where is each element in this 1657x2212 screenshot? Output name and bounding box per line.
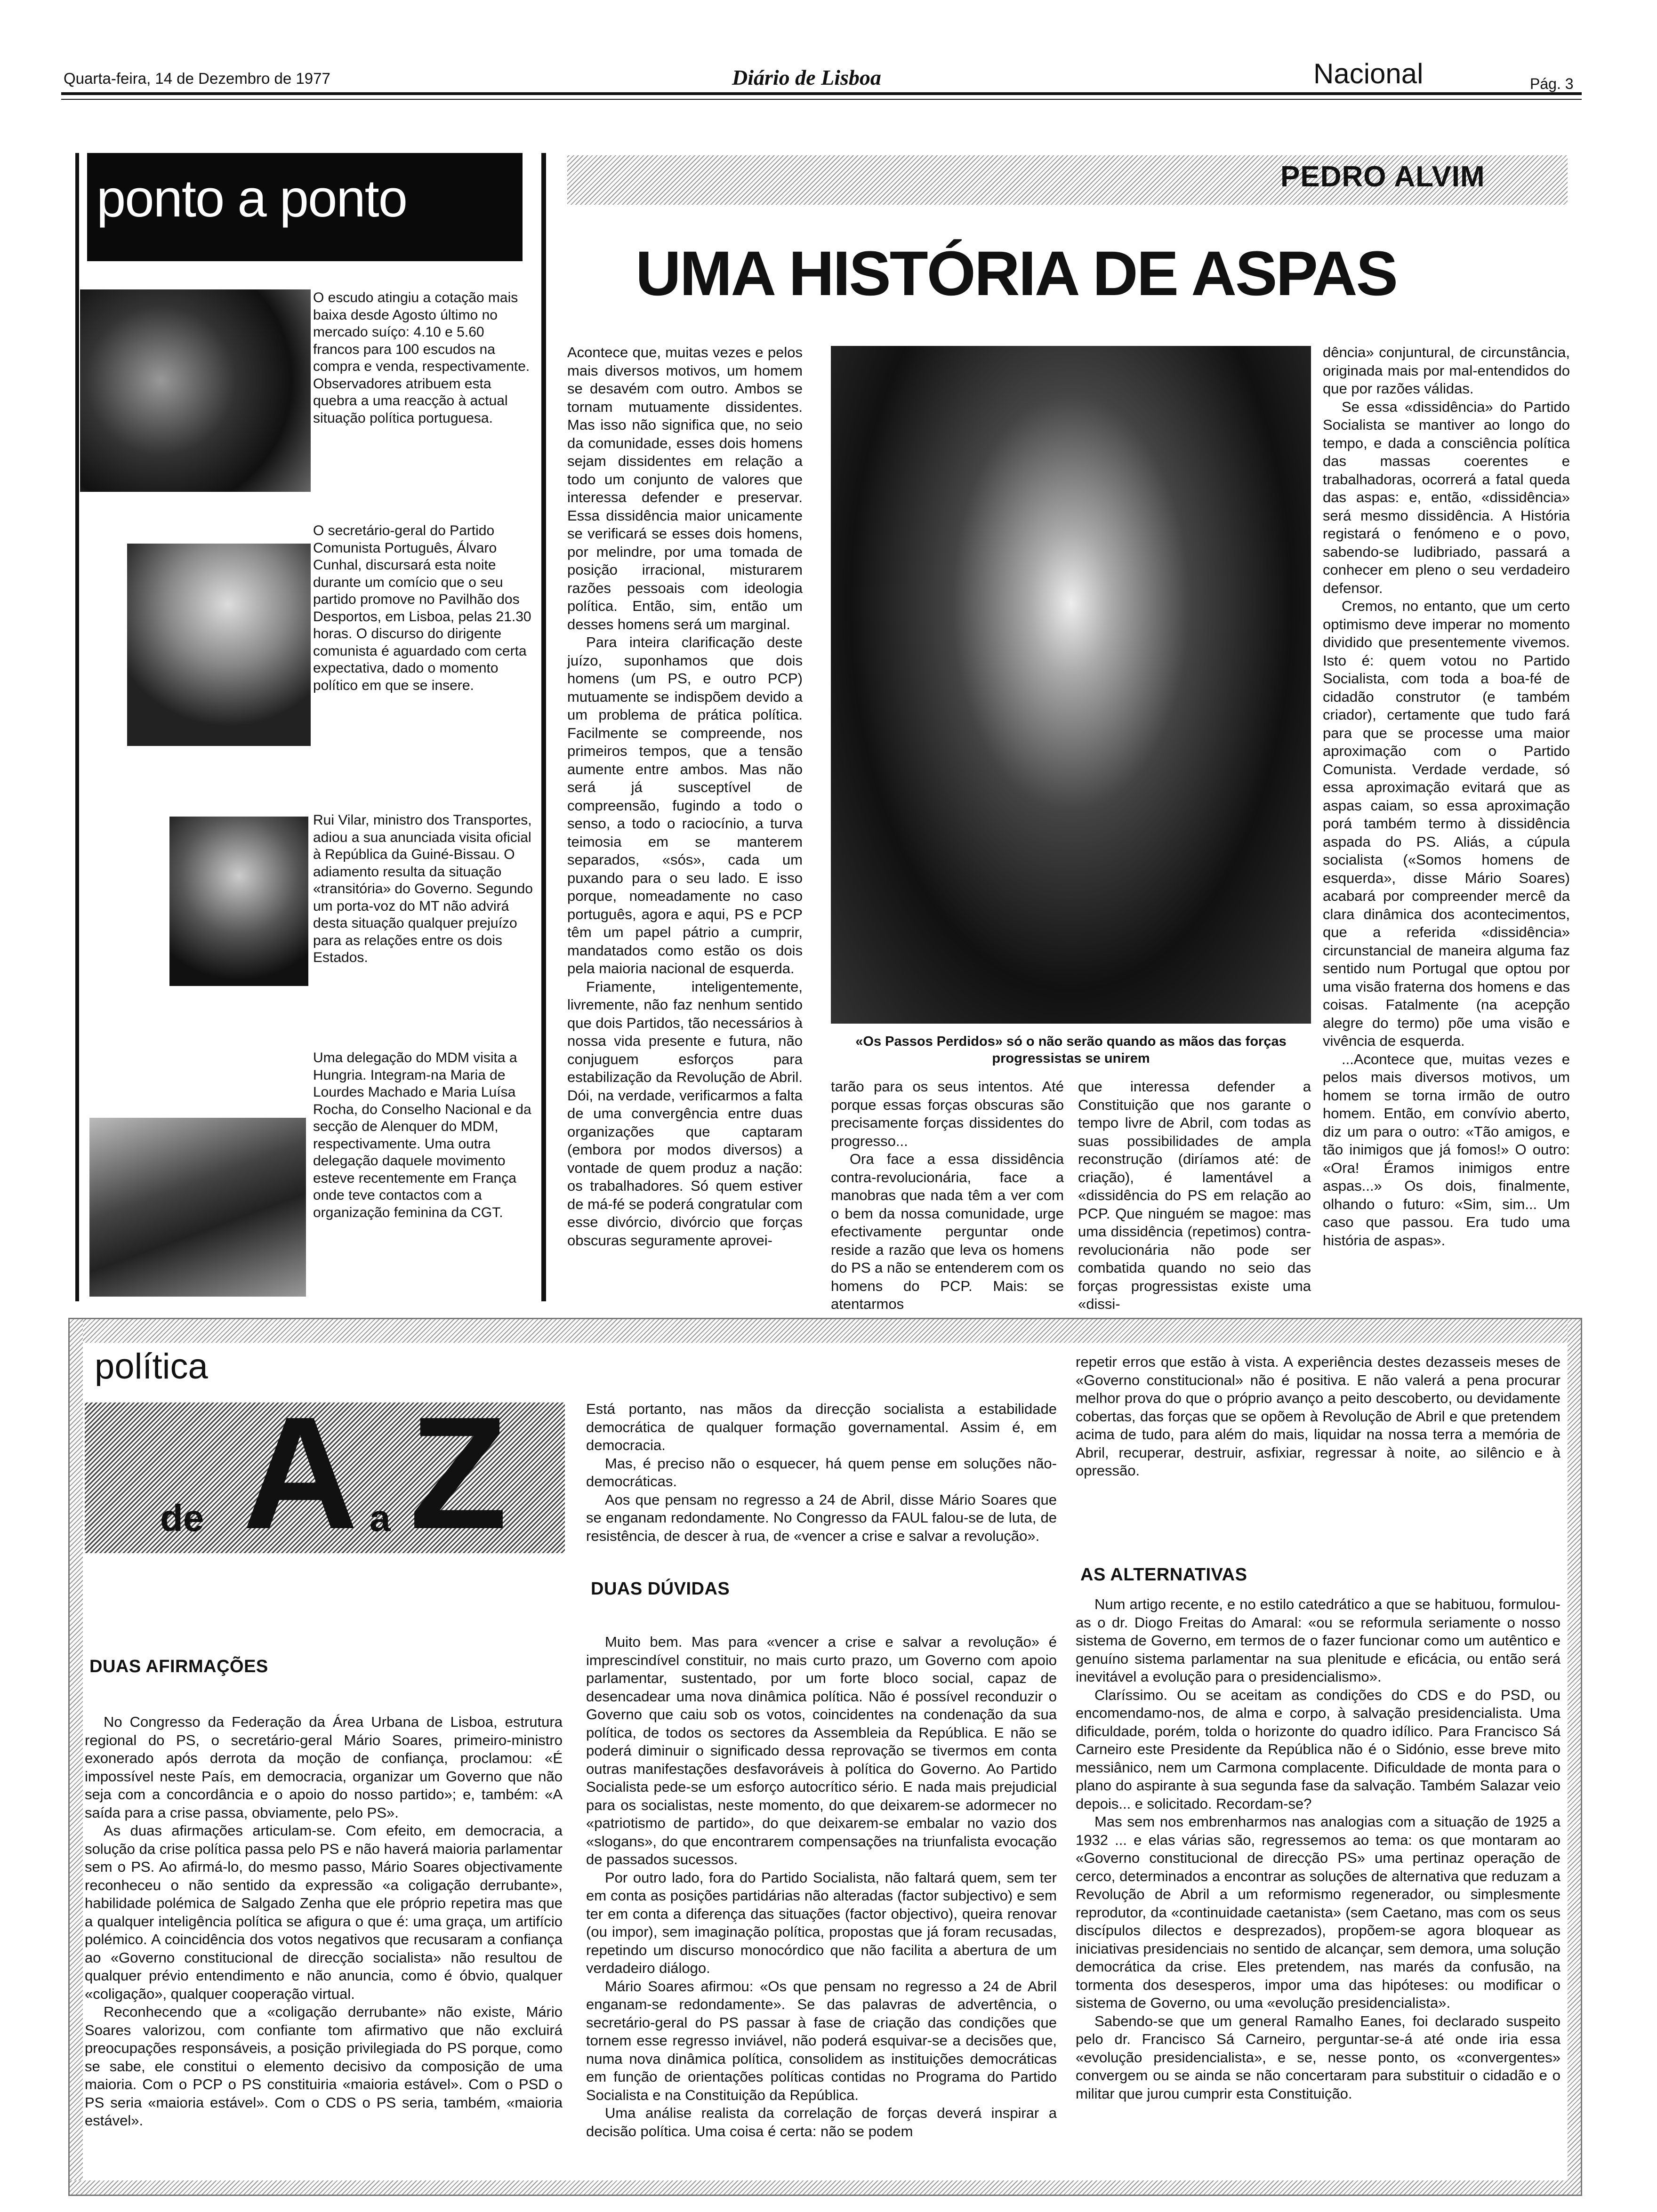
paragraph: ...Acontece que, muitas vezes e pelos mais diversos motivos, um homem se torna irmão de outro homem. Então, em convívio aberto, diz um para o outro: «Tão amigos, e tão inimigos que já fomos!» O outro: «Ora! Éramos inimigos entre aspas...» Os dois, finalmente, olhando o futuro: «Sim, sim... Um caso que passou. Era tudo uma história de aspas». bbox=[1323, 1050, 1570, 1249]
ponto-left-rule bbox=[75, 153, 79, 1301]
politica-col3 bbox=[1076, 1595, 1560, 2103]
paragraph: dência» conjuntural, de circunstância, originada mais por mal-entendidos do que por razões válidas. bbox=[1323, 344, 1570, 397]
politica-col1 bbox=[85, 1713, 563, 2130]
paragraph: Se essa «dissidência» do Partido Socialista se mantiver ao longo do tempo, e dada a consciência política das massas coerentes e trabalhadoras, ocorrerá a fatal queda das aspas: e, então, «dissidência» será mesmo dissidência. A História registará o fenómeno e o povo, sabendo-se ludibriado, passará a conhecer em pleno o seu verdadeiro defensor. bbox=[1323, 398, 1570, 596]
paragraph: Está portanto, nas mãos da direcção socialista a estabilidade democrática de qualquer formação governamental. Assim é, em democracia. bbox=[586, 1401, 1057, 1453]
paragraph: Acontece que, muitas vezes e pelos mais diversos motivos, um homem se desavém com outro. Ambos se tornam mutuamente dissidentes. Mas isso não significa que, no seio da comunidade, esses dois homens sejam dissidentes em relação a todo um conjunto de valores que interessa defender e preservar. Essa dissidência maior unicamente se verificará se esses dois homens, por melindre, por uma tomada de posição irracional, misturarem razões pessoais com ideologia política. Então, sim, então um desses homens será um marginal. bbox=[567, 344, 803, 633]
heading-duas-duvidas: DUAS DÚVIDAS bbox=[591, 1579, 730, 1599]
heading-duas-afirmacoes: DUAS AFIRMAÇÕES bbox=[89, 1657, 268, 1676]
photo-passos-perdidos bbox=[831, 346, 1311, 1024]
page-number: Pág. 3 bbox=[1530, 75, 1574, 92]
paragraph: Ora face a essa dissidência contra-revolucionária, face a manobras que nada têm a ver com o bem da nossa comunidade, urge efectivamente perguntar onde reside a razão que leva os homens do PS a não se entenderem com os homens do PCP. Mais: se atentarmos bbox=[831, 1151, 1064, 1312]
paragraph: As duas afirmações articulam-se. Com efeito, em democracia, a solução da crise política passa pelo PS e não haverá maioria parlamentar sem o PS. Ao afirmá-lo, do mesmo passo, Mário Soares objectivamente reconheceu o não sentido da expressão «a coligação derrubante», habilidade polémica de Salgado Zenha que ele próprio repetira mas que a qualquer inteligência política se afigura o que é: uma graça, um artifício polémico. A coincidência dos votos negativos que recusaram a confiança ao «Governo constitucional de direcção socialista» não resultou de qualquer prévio entendimento e não anuncia, como é óbvio, qualquer «coligação», qualquer cooperação virtual. bbox=[85, 1822, 563, 2002]
photo-caption: «Os Passos Perdidos» só o não serão quando as mãos das forças progressistas se unirem bbox=[855, 1034, 1287, 1066]
masthead-rule bbox=[61, 92, 1582, 95]
paragraph: repetir erros que estão à vista. A experiência destes dezasseis meses de «Governo constitucional» não é positiva. E não valerá a pena procurar melhor prova do que o próprio avanço a peito descoberto, ou devidamente cobertas, das forças que se opõem à Revolução de Abril e que pretendem acima de tudo, para além do mais, liquidar na nossa terra a memória de Abril, recuperar, destruir, asfixiar, regressar à noite, ao silêncio e à opressão. bbox=[1076, 1354, 1560, 1479]
paragraph: Para inteira clarificação deste juízo, suponhamos que dois homens (um PS, e outro PCP) mutuamente se indispõem devido a um problema de prática política. Facilmente se compreende, nos primeiros tempos, que a tensão aumente entre ambos. Mas não será já susceptível de compreensão, fugindo a todo o senso, a todo o raciocínio, a turva teimosia em se manterem separados, «sós», cada um puxando para o seu lado. E isso porque, nomeadamente no caso português, agora e aqui, PS e PCP têm um papel pátrio a cumprir, mandatados como estão os dois pela maioria nacional de esquerda. bbox=[567, 634, 803, 977]
article1-col1 bbox=[567, 344, 803, 1250]
politica-bottom-band bbox=[70, 2180, 1581, 2195]
az-logo-de: de bbox=[160, 1497, 204, 1539]
az-logo-Z: Z bbox=[410, 1384, 507, 1563]
article1-col2 bbox=[831, 1078, 1064, 1314]
paragraph: Reconhecendo que a «coligação derrubante» não existe, Mário Soares valorizou, com confiante tom afirmativo que não excluirá preocupações responsáveis, a posição privilegiada do PS porque, como se sabe, ele constitui o elemento decisivo da composição de uma maioria. Com o PCP o PS constituiria «maioria estável». Com o PSD o PS seria «maioria estável». Com o CDS o PS seria, também, «maioria estável». bbox=[85, 2004, 563, 2129]
photo-coins bbox=[80, 289, 311, 492]
politica-col2-top bbox=[586, 1400, 1057, 1545]
politica-label: política bbox=[92, 1346, 211, 1387]
brief-mdm: Uma delegação do MDM visita a Hungria. Integram-na Maria de Lourdes Machado e Maria Luísa Rocha, do Conselho Nacional e da secção de Alenquer do MDM, respectivamente. Uma outra delegação daquele movimento esteve recentemente em França onde teve contactos com a organização feminina da CGT. bbox=[313, 1050, 531, 1220]
section-label: Nacional bbox=[1313, 58, 1424, 89]
paragraph: tarão para os seus intentos. Até porque essas forças obscuras são precisamente forças dissidentes do progresso... bbox=[831, 1078, 1064, 1149]
photo-mdm bbox=[89, 1118, 306, 1297]
paragraph: Claríssimo. Ou se aceitam as condições do CDS e do PSD, ou encomendamo-nos, de alma e corpo, à salvação presidencialista. Uma dificuldade, porém, tolda o horizonte do quadro idílico. Para Francisco Sá Carneiro este Presidente da República não é o Sidónio, esse breve mito messiânico, nem um Carmona complacente. Dificuldade de monta para o plano do aspirante à sua segunda fase da salvação. Também Salazar veio depois... e solicitado. Recordam-se? bbox=[1076, 1686, 1560, 1812]
az-logo-a: a bbox=[370, 1497, 391, 1539]
paragraph: Mário Soares afirmou: «Os que pensam no regresso a 24 de Abril enganam-se redondamente». Se das palavras de advertência, o secretário-geral do PS passar à fase de criação das condições que tornem esse regresso inviável, não poderá esquivar-se a decisões que, numa nova dinâmica política, consolidem as instituições democráticas em função de orientações políticas contidas no Programa do Partido Socialista e na Constituição da República. bbox=[586, 1978, 1057, 2103]
politica-col2 bbox=[586, 1633, 1057, 2140]
paper-name: Diário de Lisboa bbox=[732, 65, 881, 89]
photo-vilar bbox=[169, 817, 308, 986]
paragraph: Por outro lado, fora do Partido Socialista, não faltará quem, sem ter em conta as posições partidárias não alteradas (factor subjectivo) e sem ter em conta a diferença das situações (factor objectivo), queira renovar (ou impor), sem imaginação política, propostas que já foram recusadas, repetindo um discurso monocórdico que não facilita a abertura de um verdadeiro diálogo. bbox=[586, 1869, 1057, 1976]
brief-escudo: O escudo atingiu a cotação mais baixa desde Agosto último no mercado suíço: 4.10 e 5.60 francos para 100 escudos na compra e venda, respectivamente. Observadores atribuem esta quebra a uma reacção à actual situação política portuguesa. bbox=[313, 290, 530, 426]
article1-col3 bbox=[1078, 1078, 1311, 1314]
ponto-title: ponto a ponto bbox=[97, 169, 407, 228]
politica-left-band bbox=[70, 1319, 83, 2195]
brief-vilar: Rui Vilar, ministro dos Transportes, adiou a sua anunciada visita oficial à República da Guiné-Bissau. O adiamento resulta da situação «transitória» do Governo. Segundo um porta-voz do MT não advirá desta situação qualquer prejuízo para as relações entre os dois Estados. bbox=[313, 812, 533, 965]
ponto-title-box bbox=[87, 153, 523, 261]
paragraph: Friamente, inteligentemente, livremente, não faz nenhum sentido que dois Partidos, tão necessários à nossa vida presente e futura, não conjuguem esforços para estabilização da Revolução de Abril. Dói, na verdade, verificarmos a falta de uma convergência entre duas organizações que captaram (embora por modos diversos) a vontade de quem produz a nação: os trabalhadores. Só quem estiver de má-fé se poderá congratular com esse divórcio, divórcio que forças obscuras seguramente aprovei- bbox=[567, 978, 803, 1249]
masthead-rule-thin bbox=[61, 99, 1582, 100]
politica-top-band bbox=[70, 1319, 1581, 1343]
paragraph: Cremos, no entanto, que um certo optimismo deve imperar no momento dividido que presentemente vivemos. Isto é: quem votou no Partido Socialista, com toda a boa-fé de cidadão construtor (e também criador), certamente que tudo fará para que se processe uma maior aproximação com o Partido Comunista. Verdade verdade, só essa aproximação evitará que as aspas caiam, so essa aproximação porá também termo à dissidência aspada do PS. Aliás, a cúpula socialista («Somos homens de esquerda», disse Mário Soares) acabará por compreender mercê da clara dinâmica dos acontecimentos, que a referida «dissidência» circunstancial de maneira alguma faz sentido num Portugal que optou por uma visão fraterna dos homens e das coisas. Fatalmente (na acepção alegre do termo) põe uma visão e vivência de esquerda. bbox=[1323, 598, 1570, 1049]
author-name: PEDRO ALVIM bbox=[1280, 160, 1485, 193]
paragraph: que interessa defender a Constituição que nos garante o tempo livre de Abril, com todas as suas possibilidades de ampla reconstrução (diríamos até: de criação), é lamentável a «dissidência do PS em relação ao PCP. Que ninguém se magoe: mas uma dissidência (repetimos) contra-revolucionária não pode ser combatida quando no seio das forças progressistas existe uma «dissi- bbox=[1078, 1078, 1311, 1312]
paragraph: Sabendo-se que um general Ramalho Eanes, foi declarado suspeito pelo dr. Francisco Sá Carneiro, perguntar-se-á até onde iria essa «evolução presidencialista», e se, nesse ponto, os «convergentes» convergem ou se ainda se não concertaram para substituir o cidadão e o militar que jurou cumprir esta Constituição. bbox=[1076, 2012, 1560, 2102]
ponto-right-rule bbox=[541, 153, 546, 1301]
paragraph: Uma análise realista da correlação de forças deverá inspirar a decisão política. Uma coisa é certa: não se podem bbox=[586, 2105, 1057, 2140]
politica-col3-top bbox=[1076, 1353, 1560, 1480]
az-logo bbox=[85, 1384, 565, 1563]
issue-date: Quarta-feira, 14 de Dezembro de 1977 bbox=[64, 70, 330, 87]
paragraph: No Congresso da Federação da Área Urbana de Lisboa, estrutura regional do PS, o secretário-geral Mário Soares, primeiro-ministro exonerado após derrota da moção de confiança, proclamou: «É impossível neste País, em democracia, organizar um Governo que não seja com a concordância e o apoio do nosso partido»; e, também: «A saída para a crise passa, obviamente, pelo PS». bbox=[85, 1714, 563, 1821]
paragraph: Mas, é preciso não o esquecer, há quem pense em soluções não-democráticas. bbox=[586, 1455, 1057, 1490]
paragraph: Muito bem. Mas para «vencer a crise e salvar a revolução» é imprescindível constituir, no mais curto prazo, um Governo com apoio parlamentar, sustentado, por um forte bloco social, capaz de desencadear uma nova dinâmica política. Não é possível reconduzir o Governo que caiu sob os votos, coincidentes na condenação da sua política, de todos os sectores da Assembleia da República. E não se poderá diminuir o significado dessa reprovação se tivermos em conta outras manifestações desfavoráveis à política do Governo. Ao Partido Socialista pede-se um esforço autocrítico sério. E nada mais prejudicial para os socialistas, neste momento, do que deixarem-se adormecer no «patriotismo de partido», do que deixarem-se embalar no vazio dos «slogans», do que encontrarem compensações na triunfalista evocação de passados sucessos. bbox=[586, 1634, 1057, 1867]
brief-cunhal: O secretário-geral do Partido Comunista Português, Álvaro Cunhal, discursará esta noite durante um comício que o seu partido promove no Pavilhão dos Desportos, em Lisboa, pelas 21.30 horas. O discurso do dirigente comunista é aguardado com certa expectativa, dado o momento político em que se insere. bbox=[313, 523, 531, 693]
paragraph: Mas sem nos embrenharmos nas analogias com a situação de 1925 a 1932 ... e elas várias são, regressemos ao tema: os que montaram ao «Governo constitucional de direcção PS» uma pertinaz operação de cerco, determinados a encontrar as soluções de alternativa que reduzam a Revolução de Abril a um reformismo regenerador, ou simplesmente reprodutor, da «continuidade caetanista» (sem Caetano, mas com os seus discípulos dilectos e desprezados), propõem-se agora bloquear as iniciativas presidenciais no sentido de alcançar, sem demora, uma solução democrática da crise. Eles pretendem, nas marés da confusão, na tormenta dos desesperos, impor uma das hipóteses: ou modificar o sistema de Governo, ou uma «evolução presidencialista». bbox=[1076, 1813, 1560, 2011]
paragraph: Num artigo recente, e no estilo catedrático a que se habituou, formulou-as o dr. Diogo Freitas do Amaral: «ou se reformula seriamente o nosso sistema de Governo, em termos de o fazer funcionar como um autêntico e genuíno sistema parlamentar na sua plenitude e eficácia, ou então será inevitável a evolução para o presidencialismo». bbox=[1076, 1596, 1560, 1685]
photo-cunhal bbox=[127, 544, 311, 746]
heading-as-alternativas: AS ALTERNATIVAS bbox=[1080, 1565, 1247, 1585]
headline: UMA HISTÓRIA DE ASPAS bbox=[635, 239, 1397, 309]
paragraph: Aos que pensam no regresso a 24 de Abril, disse Mário Soares que se enganam redondamente. No Congresso da FAUL falou-se de luta, de resistência, de descer à rua, de «vencer a crise e salvar a revolução». bbox=[586, 1491, 1057, 1544]
article1-col4 bbox=[1323, 344, 1570, 1250]
ponto-sidebar bbox=[75, 153, 548, 1306]
az-logo-A: A bbox=[242, 1384, 358, 1563]
politica-right-band bbox=[1568, 1319, 1581, 2195]
